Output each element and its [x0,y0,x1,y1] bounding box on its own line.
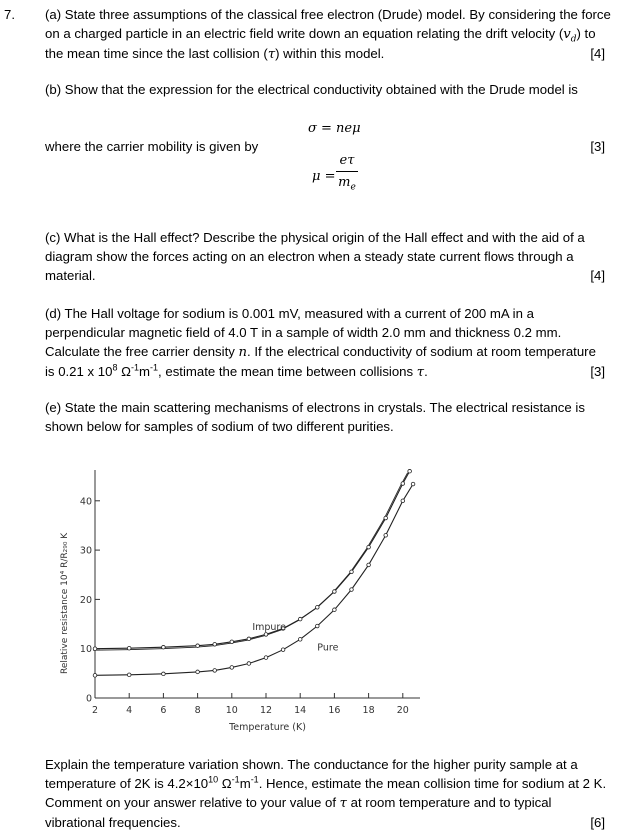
y-tick-label: 0 [85,693,92,705]
data-point-impure [384,516,388,520]
part-b-line-1: (b) Show that the expression for the electrical conductivity obtained with the Drude model is [45,82,578,97]
closing-line-3: Comment on your answer relative to your value of τ at room temperature and to typical [45,795,552,811]
data-point-pure [230,666,234,670]
data-point-pure [333,608,337,612]
y-tick-label: 10 [79,644,92,656]
x-tick-label: 4 [126,705,133,716]
x-tick-label: 14 [294,705,307,716]
x-tick-label: 18 [362,705,375,716]
mobility-denominator: $m_e$ [338,175,356,193]
data-point-impure [367,545,371,549]
part-c [45,228,617,285]
data-point-pure [401,499,405,503]
part-a-line-1: (a) State three assumptions of the classical free electron (Drude) model. By considering the force [45,7,611,22]
part-c-line-1: (c) What is the Hall effect? Describe the physical origin of the Hall effect and with the aid of a [45,230,585,245]
part-d-line-3: Calculate the free carrier density n. If the electrical conductivity of sodium at room temperature [45,344,596,360]
series-line-pure [95,484,413,675]
part-a-line-2: on a charged particle in an electric field write down an equation relating the drift velocity $(v_d)$ to [45,26,596,45]
data-point-impure [196,644,200,648]
x-tick-label: 2 [91,705,99,716]
x-tick-label: 12 [259,705,273,716]
part-b-marks: [3] [590,139,605,154]
part-c-marks: [4] [590,268,605,283]
data-point-pure [162,672,166,676]
y-tick-label: 40 [79,496,92,508]
data-point-pure [384,534,388,538]
data-point-pure [316,624,320,628]
y-tick-label: 30 [79,545,92,557]
part-c-line-3: material. [4] [45,268,605,283]
data-point-pure [281,648,285,652]
data-point-pure [298,638,302,642]
data-point-pure [127,673,131,677]
data-point-impure [213,642,217,646]
closing-line-1: Explain the temperature variation shown. The conductance for the higher purity sample at a [45,757,578,772]
closing-marks: [6] [590,815,605,830]
closing-line-4: vibrational frequencies. [6] [45,815,605,830]
part-a-line-3: the mean time since the last collision (τ) within this model. [4] [45,46,605,62]
data-point-pure [411,482,415,486]
part-e [45,398,617,436]
y-tick-label: 20 [79,594,92,606]
resistance-chart [0,440,627,740]
pure-annotation: Pure [317,642,339,654]
data-point-impure [298,617,302,621]
part-d-line-4: is 0.21 x $10^8$ $\Omega^{-1}m^{-1}$, estimate the mean time between collisions τ. [3] [45,362,605,380]
part-d-marks: [3] [590,364,605,379]
x-tick-label: 20 [396,705,409,716]
data-point-pure [196,670,200,674]
data-point-pure [367,563,371,567]
y-axis-label: Relative resistance 10⁴ R/R₂₉₀ K [60,532,70,675]
data-point-pure [213,669,217,673]
data-point-impure [230,640,234,644]
data-point-pure [264,656,268,660]
data-point-impure [127,646,131,650]
series-line-impure-secondary [93,473,408,651]
data-point-pure [247,662,251,666]
question-number: 7. [4,7,15,22]
x-tick-label: 10 [225,705,238,716]
data-point-impure [247,637,251,641]
data-point-pure [93,674,97,678]
part-e-line-1: (e) State the main scattering mechanisms of electrons in crystals. The electrical resistance is [45,400,585,415]
part-d-line-1: (d) The Hall voltage for sodium is 0.001 mV, measured with a current of 200 mA in a [45,306,534,321]
data-point-impure [316,605,320,609]
closing-line-2: temperature of 2K is $4.2\times 10^{10}$ $\Omega^{-1}m^{-1}$. Hence, estimate the mean collision time for sodium at 2 K. [45,774,607,791]
data-point-impure [162,645,166,649]
part-d [45,304,617,382]
data-point-impure [93,647,97,651]
part-b-line-2: where the carrier mobility is given by [3] [45,139,605,154]
part-a [45,5,617,64]
part-d-line-2: perpendicular magnetic field of 4.0 T in a sample of width 2.0 mm and thickness 0.2 mm. [45,325,562,340]
data-point-impure [408,469,412,473]
fraction-bar [336,171,358,172]
data-point-pure [350,588,354,592]
impure-annotation: Impure [252,621,286,633]
part-a-marks: [4] [590,46,605,61]
x-axis-label: Temperature (K) [229,722,306,733]
x-tick-label: 16 [328,705,341,716]
mobility-equation-lhs: μ = [312,169,336,184]
x-tick-label: 6 [160,705,167,716]
data-point-impure [350,570,354,574]
data-point-impure [264,633,268,637]
part-e-line-2: shown below for samples of sodium of two different purities. [45,419,394,434]
data-point-impure [333,590,337,594]
data-point-impure [401,482,405,486]
conductivity-equation: σ = neμ [308,121,361,136]
x-tick-label: 8 [194,705,201,716]
mobility-numerator: eτ [339,153,355,168]
closing [45,755,617,832]
part-c-line-2: diagram show the forces acting on an electron when a steady state current flows through a [45,249,574,264]
